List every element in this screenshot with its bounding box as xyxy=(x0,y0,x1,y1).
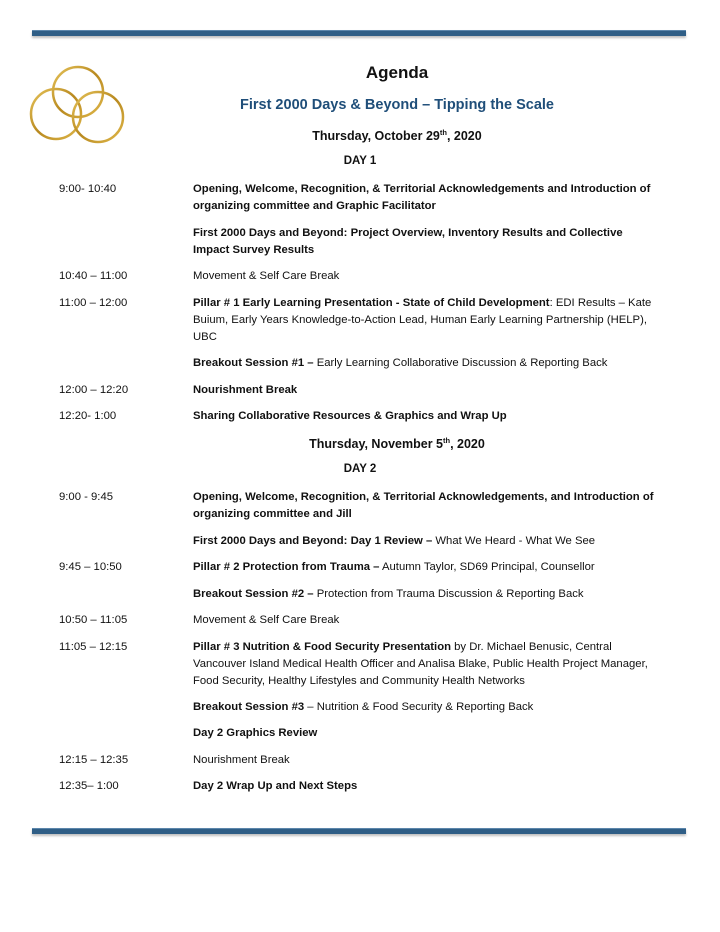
row-time: 9:00- 10:40 xyxy=(59,183,117,195)
row-description: Pillar # 3 Nutrition & Food Security Presentation by Dr. Michael Benusic, Central Vancouver Island Medical Health Officer and Analisa Blake, Public Health Project Manager, Food Security, Healthy Lifestyles and Community Health Networks xyxy=(193,641,648,687)
row-time: 11:00 – 12:00 xyxy=(59,297,128,309)
page-title: Agenda xyxy=(365,63,429,82)
row-time: 10:50 – 11:05 xyxy=(59,614,128,626)
day1-date: Thursday, October 29th, 2020 xyxy=(312,128,482,144)
row-time: 12:15 – 12:35 xyxy=(59,754,129,766)
row-description: Movement & Self Care Break xyxy=(193,270,340,282)
day1-label: DAY 1 xyxy=(343,155,377,167)
top-divider xyxy=(32,30,686,36)
row-time: 9:45 – 10:50 xyxy=(59,561,122,573)
row-description: Movement & Self Care Break xyxy=(193,614,340,626)
row-description: Pillar # 2 Protection from Trauma – Autumn Taylor, SD69 Principal, Counsellor xyxy=(193,561,595,573)
row-description: Nourishment Break xyxy=(193,754,290,766)
row-description: Opening, Welcome, Recognition, & Territorial Acknowledgements, and Introduction of organizing committee and Jill xyxy=(193,491,654,520)
row-description: Day 2 Wrap Up and Next Steps xyxy=(193,780,358,792)
row-description: Nourishment Break xyxy=(193,384,298,396)
row-description: Day 2 Graphics Review xyxy=(193,727,318,739)
row-description: First 2000 Days and Beyond: Day 1 Review – What We Heard - What We See xyxy=(193,535,596,547)
bottom-divider xyxy=(32,828,686,834)
day2-label: DAY 2 xyxy=(343,463,377,475)
row-description: Breakout Session #3 – Nutrition & Food Security & Reporting Back xyxy=(193,701,534,713)
row-time: 12:35– 1:00 xyxy=(59,780,119,792)
row-time: 12:20- 1:00 xyxy=(59,410,117,422)
row-time: 9:00 - 9:45 xyxy=(59,491,114,503)
row-time: 12:00 – 12:20 xyxy=(59,384,129,396)
row-description: Opening, Welcome, Recognition, & Territorial Acknowledgements and Introduction of organizing committee and Graphic Facilitator xyxy=(193,183,651,212)
row-time: 10:40 – 11:00 xyxy=(59,270,128,282)
row-description: Breakout Session #2 – Protection from Trauma Discussion & Reporting Back xyxy=(193,588,584,600)
row-time: 11:05 – 12:15 xyxy=(59,641,128,653)
row-description: Sharing Collaborative Resources & Graphics and Wrap Up xyxy=(193,410,507,422)
row-description: Pillar # 1 Early Learning Presentation - State of Child Development: EDI Results – Kate Buium, Early Years Knowledge-to-Action Lead, Human Early Learning Partnership (HELP), UBC xyxy=(193,297,652,343)
row-description: First 2000 Days and Beyond: Project Overview, Inventory Results and Collective Impact Survey Results xyxy=(193,227,623,256)
row-description: Breakout Session #1 – Early Learning Collaborative Discussion & Reporting Back xyxy=(193,357,608,369)
day2-date: Thursday, November 5th, 2020 xyxy=(309,436,485,452)
event-subtitle: First 2000 Days & Beyond – Tipping the Scale xyxy=(239,97,554,113)
